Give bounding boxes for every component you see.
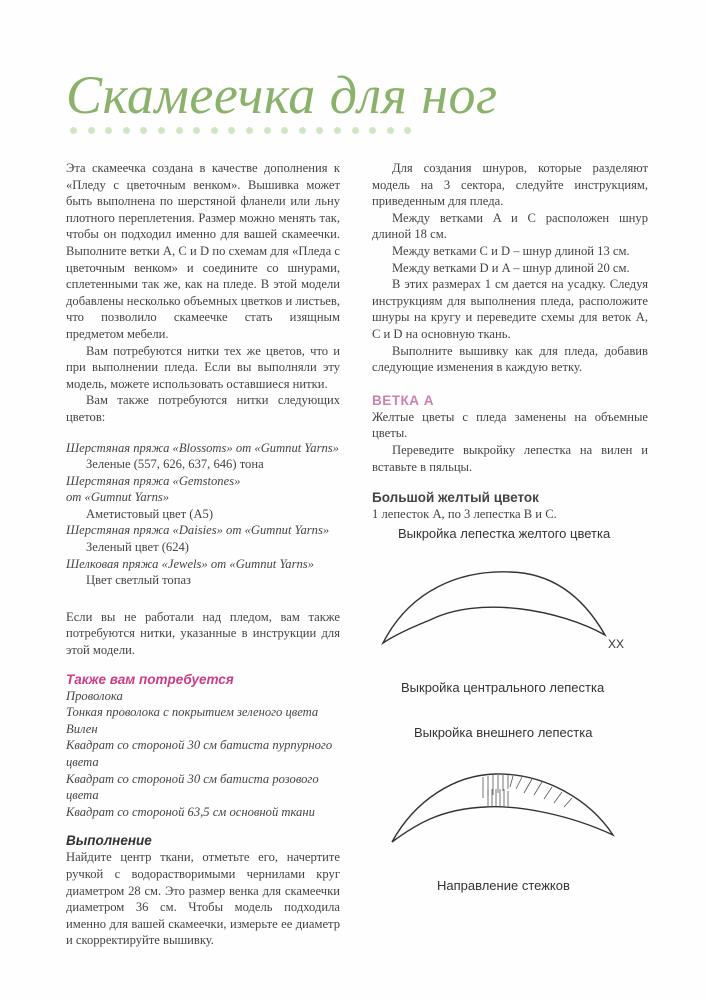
yellow-petal-pattern-icon bbox=[370, 560, 670, 660]
not-worked-paragraph: Если вы не работали над пледом, вам также потребуются нитки, указанные в инструкции для этой модели. bbox=[66, 609, 340, 658]
yarn-detail: Зеленые (557, 626, 637, 646) тона bbox=[86, 457, 264, 472]
spacer bbox=[66, 589, 340, 609]
yarn-name: Шерстяная пряжа «Gemstones» bbox=[66, 473, 241, 488]
page-title: Скамеечка для ног bbox=[66, 65, 498, 125]
stitch-direction-label: Направление стежков bbox=[437, 878, 570, 893]
yarn-detail: Аметистовый цвет (A5) bbox=[86, 506, 214, 521]
cord-da-paragraph: Между ветками D и A – шнур длиной 20 см. bbox=[392, 260, 630, 275]
yarn-name: Шерстяная пряжа «Daisies» от «Gumnut Yarns» bbox=[66, 523, 330, 538]
yarn-name: Шелковая пряжа «Jewels» от «Gumnut Yarns» bbox=[66, 556, 314, 571]
outer-petal-pattern-icon bbox=[370, 765, 670, 865]
yarn-name-cont: от «Gumnut Yarns» bbox=[66, 490, 170, 505]
dot-icon bbox=[404, 127, 411, 134]
material-item: Квадрат со стороной 63,5 см основной ткани bbox=[66, 804, 315, 819]
cord-cd-paragraph: Между ветками C и D – шнур длиной 13 см. bbox=[392, 243, 630, 258]
execution-heading: Выполнение bbox=[66, 833, 152, 849]
dot-icon bbox=[211, 127, 218, 134]
dot-icon bbox=[88, 127, 95, 134]
dot-icon bbox=[387, 127, 394, 134]
dot-icon bbox=[352, 127, 359, 134]
central-petal-label: Выкройка центрального лепестка bbox=[401, 680, 605, 695]
dot-icon bbox=[140, 127, 147, 134]
right-column bbox=[372, 160, 648, 523]
dot-icon bbox=[228, 127, 235, 134]
threads-also-paragraph: Вам также потребуются нитки следующих цветов: bbox=[66, 393, 340, 424]
embroider-paragraph: Выполните вышивку как для пледа, добавив следующие изменения в каждую ветку. bbox=[372, 343, 648, 375]
material-item: Тонкая проволока с покрытием зеленого цвета bbox=[66, 705, 319, 720]
material-item: Вилен bbox=[66, 721, 98, 736]
yarn-list bbox=[66, 440, 340, 589]
branch-a-heading: ВЕТКА А bbox=[372, 392, 434, 408]
dot-icon bbox=[281, 127, 288, 134]
materials-list bbox=[66, 688, 340, 821]
outer-petal-label: Выкройка внешнего лепестка bbox=[414, 725, 593, 740]
branch-a-instruction: Переведите выкройку лепестка на вилен и вставьте в пяльцы. bbox=[372, 442, 648, 474]
dot-icon bbox=[70, 127, 77, 134]
yarn-detail: Зеленый цвет (624) bbox=[86, 540, 189, 555]
dot-icon bbox=[123, 127, 130, 134]
dot-icon bbox=[316, 127, 323, 134]
left-column bbox=[66, 160, 340, 949]
dot-icon bbox=[105, 127, 112, 134]
spacer bbox=[372, 376, 648, 392]
material-item: Квадрат со стороной 30 см батиста пурпурного цвета bbox=[66, 738, 333, 769]
yarn-detail: Цвет светлый топаз bbox=[86, 573, 192, 588]
dot-icon bbox=[264, 127, 271, 134]
dot-icon bbox=[158, 127, 165, 134]
material-item: Проволока bbox=[66, 688, 123, 703]
material-item: Квадрат со стороной 30 см батиста розового цвета bbox=[66, 771, 319, 803]
big-flower-text: 1 лепесток А, по 3 лепестка В и С. bbox=[372, 507, 557, 522]
dot-icon bbox=[193, 127, 200, 134]
execution-paragraph: Найдите центр ткани, отметьте его, начертите ручкой с водорастворимыми чернилами круг диаметром 28 см. Это размер венка для скамеечки диаметром 36 см. Чтобы модель подходила именно для вашей скамеечки, измерьте ее диаметр и скорректируйте вышивку. bbox=[66, 850, 340, 948]
yellow-petal-label: Выкройка лепестка желтого цветка bbox=[398, 526, 611, 541]
cords-intro-paragraph: Для создания шнуров, которые разделяют модель на 3 сектора, следуйте инструкциям, приведенным для пледа. bbox=[372, 161, 648, 209]
also-needed-heading: Также вам потребуется bbox=[66, 671, 234, 687]
spacer bbox=[66, 426, 340, 440]
dot-icon bbox=[334, 127, 341, 134]
dot-icon bbox=[246, 127, 253, 134]
xx-marker: XX bbox=[608, 637, 625, 651]
dot-icon bbox=[299, 127, 306, 134]
dot-icon bbox=[369, 127, 376, 134]
yarn-name: Шерстяная пряжа «Blossoms» от «Gumnut Yarns» bbox=[66, 440, 339, 455]
big-flower-heading: Большой желтый цветок bbox=[372, 490, 539, 506]
threads-same-paragraph: Вам потребуются нитки тех же цветов, что и при выполнении пледа. Если вы выполняли эту модель, можете использовать оставшиеся нитки. bbox=[66, 343, 340, 391]
spacer bbox=[372, 475, 648, 489]
dot-icon bbox=[176, 127, 183, 134]
branch-a-text: Желтые цветы с пледа заменены на объемные цветы. bbox=[372, 409, 648, 441]
cord-ac-paragraph: Между ветками A и C расположен шнур длиной 18 см. bbox=[372, 210, 648, 242]
shrinkage-paragraph: В этих размерах 1 см дается на усадку. Следуя инструкциям для выполнения пледа, расположите шнуры на кругу и переведите схемы для веток A, C и D на основную ткань. bbox=[372, 277, 648, 341]
spacer bbox=[66, 659, 340, 671]
spacer bbox=[66, 820, 340, 832]
intro-paragraph: Эта скамеечка создана в качестве дополнения к «Пледу с цветочным венком». Вышивка может быть выполнена по шерстяной фланели или льну плотного переплетения. Размер можно менять так, чтобы он подходил именно для вашей скамеечки. Выполните ветки A, C и D по схемам для «Пледа с цветочным венком» и соедините со шнурами, сплетенными так же, как на пледе. В этой модели добавлены несколько объемных цветков и листьев, что позволило скамеечке стать изящным предметом мебели. bbox=[66, 161, 340, 341]
decorative-dot-divider bbox=[70, 127, 411, 134]
